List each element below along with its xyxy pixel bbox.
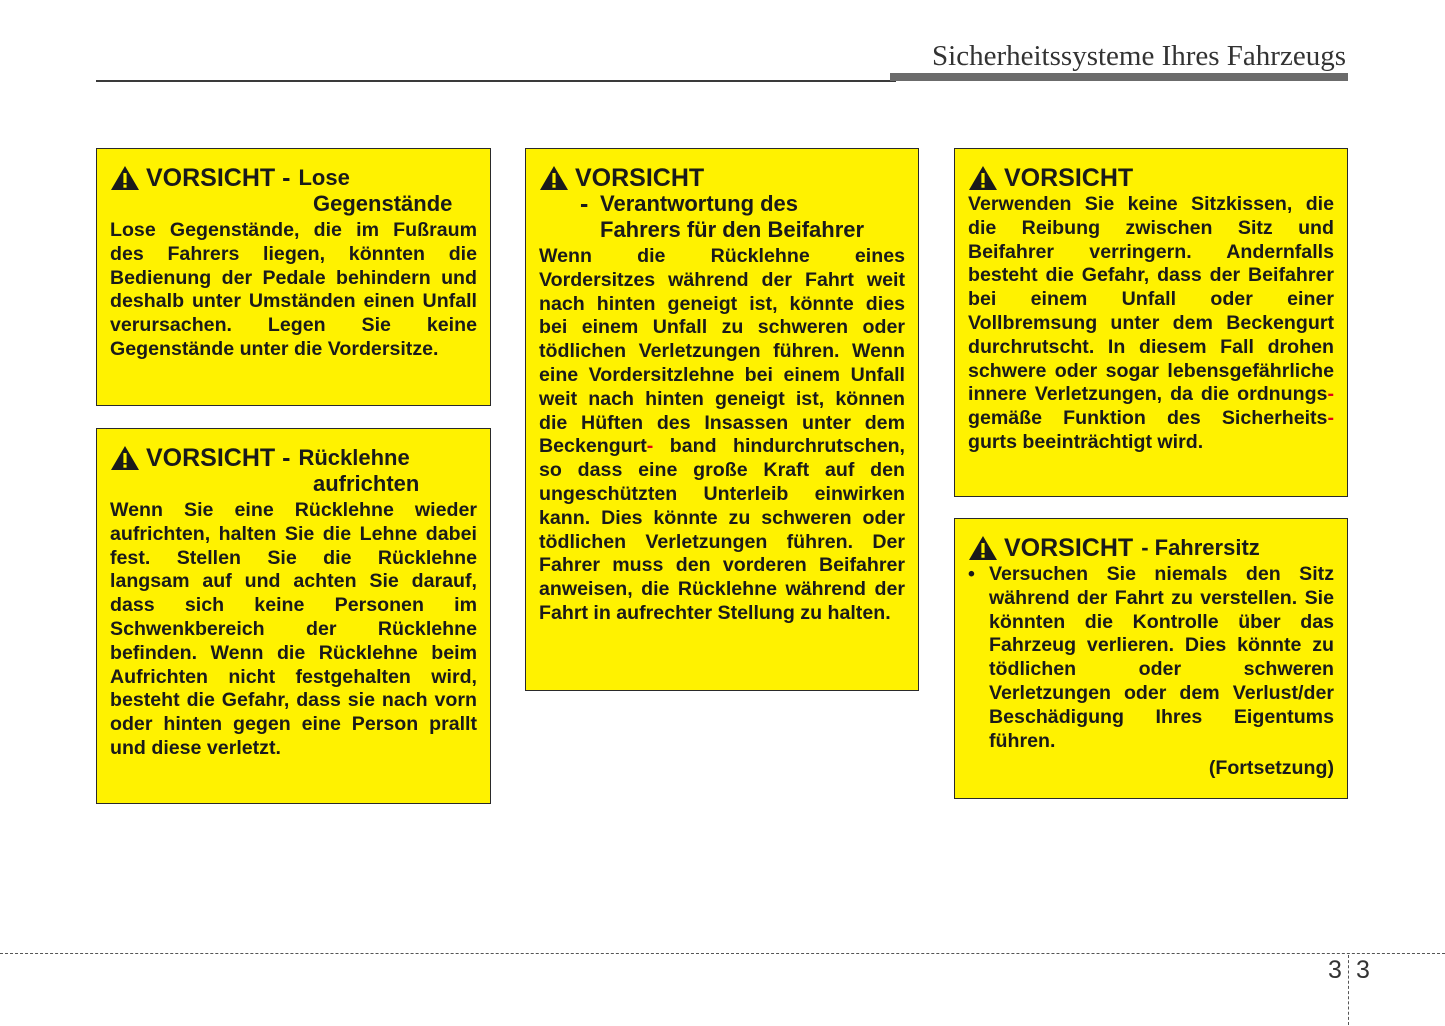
footer-dashed-rule xyxy=(0,953,1445,954)
bullet-item xyxy=(968,563,1334,753)
caution-body-part1: Wenn die Rücklehne eines Vordersitzes während der Fahrt weit nach hinten geneigt ist, könnte dies bei einem Unfall zu schweren oder tödlichen Verletzungen führen. Wenn eine Vordersitzlehne bei einem Unfall weit nach hinten geneigt ist, können die Hüften des Insassen unter dem Beckengurt xyxy=(539,245,905,458)
hyphen-mark: - xyxy=(1327,407,1334,430)
caution-label: VORSICHT - xyxy=(146,164,291,192)
caution-heading xyxy=(539,165,905,191)
bullet-icon: • xyxy=(968,563,975,585)
caution-body: Wenn Sie eine Rücklehne wieder aufrichten, halten Sie die Lehne dabei fest. Stellen Sie die Rücklehne langsam auf und achten Sie darauf, dass sich keine Personen im Schwenkbereich der Rücklehne befinden. Wenn die Rücklehne beim Aufrichten nicht festgehalten wird, besteht die Gefahr, dass sie nach vorn oder hinten gegen eine Person prallt und diese verletzt. xyxy=(110,499,477,759)
header-accent-bar xyxy=(890,73,1348,81)
caution-subtitle: - Fahrersitz xyxy=(1141,535,1260,560)
hyphen-mark: - xyxy=(1327,383,1334,406)
caution-body-part3: gurts beeinträchtigt wird. xyxy=(968,430,1204,453)
caution-subtitle: Lose xyxy=(298,165,350,190)
warning-triangle-icon xyxy=(539,165,569,191)
warning-triangle-icon xyxy=(110,165,140,191)
caution-label: VORSICHT xyxy=(1004,164,1134,192)
caution-heading xyxy=(110,445,477,471)
caution-body-part2: gemäße Funktion des Sicherheits xyxy=(968,407,1328,430)
running-header-title: Sicherheitssysteme Ihres Fahrzeugs xyxy=(932,40,1346,72)
header-rule xyxy=(96,80,896,82)
continued-note: (Fortsetzung) xyxy=(1208,757,1334,780)
warning-triangle-icon xyxy=(968,165,998,191)
caution-body-part1: Verwenden Sie keine Sitzkissen, die die Reibung zwischen Sitz und Beifahrer verringern. Andernfalls besteht die Gefahr, dass der Beifahrer bei einem Unfall oder einer Vollbremsung unter dem Beckengurt durchrutscht. In diesem Fall drohen schwere oder sogar lebensgefährliche innere Verletzungen, da die ordnungs xyxy=(968,193,1334,406)
caution-box-passenger-responsibility xyxy=(525,148,919,691)
caution-box-backrest xyxy=(96,428,491,804)
caution-body-part2: band hindurchrutschen, so dass eine große Kraft auf den ungeschützten Unterleib einwirken kann. Dies könnte zu schweren oder tödlichen Verletzungen führen. Der Fahrer muss den vorderen Beifahrer anweisen, die Rücklehne während der Fahrt in aufrechter Stellung zu halten. xyxy=(539,435,905,624)
caution-body xyxy=(968,193,1334,455)
caution-box-seat-cushions xyxy=(954,148,1348,497)
caution-box-loose-objects xyxy=(96,148,491,406)
chapter-number: 3 xyxy=(1328,956,1342,984)
caution-subtitle: Verantwortung des xyxy=(600,191,799,216)
caution-subtitle: Rücklehne xyxy=(298,445,410,470)
caution-label: VORSICHT xyxy=(575,164,705,192)
hyphen-mark: - xyxy=(646,435,654,458)
warning-triangle-icon xyxy=(110,445,140,471)
caution-body xyxy=(539,245,905,626)
caution-heading xyxy=(968,165,1334,191)
warning-triangle-icon xyxy=(968,535,998,561)
caution-subtitle-line2: aufrichten xyxy=(313,471,420,496)
caution-subtitle-line2: Gegenstände xyxy=(313,191,453,216)
caution-body: Lose Gegenstände, die im Fußraum des Fahrers liegen, könnten die Bedienung der Pedale behindern und deshalb unter Umständen einen Unfall verursachen. Legen Sie keine Gegenstände unter die Vordersitze. xyxy=(110,219,477,360)
caution-box-driver-seat xyxy=(954,518,1348,799)
page-number: 3 xyxy=(1356,956,1370,984)
caution-label: VORSICHT xyxy=(1004,534,1134,562)
caution-heading xyxy=(110,165,477,191)
caution-label: VORSICHT - xyxy=(146,444,291,472)
caution-subtitle-line2: Fahrers für den Beifahrer xyxy=(600,217,865,242)
caution-body: Versuchen Sie niemals den Sitz während der Fahrt zu verstellen. Sie könnten die Kontrolle über das Fahrzeug verlieren. Dies könnte zu tödlichen oder schweren Verletzungen oder dem Verlust/der Beschädigung Ihres Eigentums führen. xyxy=(989,563,1334,752)
subtitle-dash: - xyxy=(580,190,589,218)
footer-page-separator xyxy=(1348,955,1349,1025)
caution-heading xyxy=(968,535,1334,561)
caution-subtitle-row xyxy=(539,191,905,217)
